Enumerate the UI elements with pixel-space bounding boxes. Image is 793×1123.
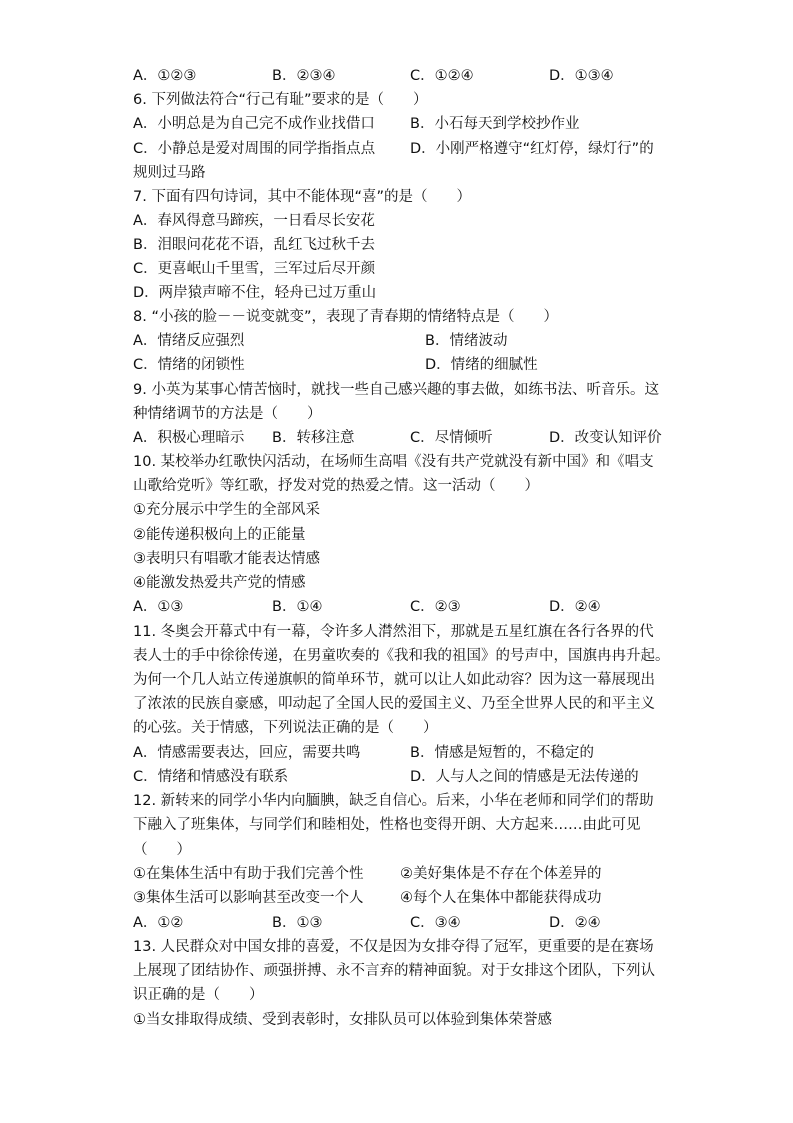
q6-option-d-continued: 规则过马路	[133, 165, 206, 181]
q6-option-c[interactable]: C．小静总是爱对周围的同学指指点点	[133, 141, 376, 157]
q7-option-b[interactable]: B．泪眼问花花不语，乱红飞过秋千去	[133, 237, 375, 253]
q12-statement-4: ④每个人在集体中都能获得成功	[400, 890, 602, 906]
q7-option-a[interactable]: A．春风得意马蹄疾，一日看尽长安花	[133, 213, 375, 229]
q10-stem-line2: 山歌给党听》等红歌，抒发对党的热爱之情。这一活动（ ）	[133, 478, 539, 494]
q12-option-d[interactable]: D．②④	[549, 915, 601, 931]
q10-stem-line1: 10. 某校举办红歌快闪活动，在场师生高唱《没有共产党就没有新中国》和《唱支	[133, 454, 654, 470]
q11-stem-line1: 11. 冬奥会开幕式中有一幕，令许多人潸然泪下，那就是五星红旗在各行各界的代	[133, 624, 654, 640]
q8-option-b[interactable]: B．情绪波动	[425, 333, 508, 349]
q10-option-d[interactable]: D．②④	[549, 599, 601, 615]
q13-stem-line1: 13. 人民群众对中国女排的喜爱，不仅是因为女排夺得了冠军，更重要的是在赛场	[133, 939, 654, 955]
q12-stem-line2: 下融入了班集体，与同学们和睦相处，性格也变得开朗、大方起来……由此可见	[133, 817, 641, 833]
q10-option-a[interactable]: A．①③	[133, 599, 184, 615]
q12-statement-2: ②美好集体是不存在个体差异的	[400, 866, 602, 882]
q10-option-b[interactable]: B．①④	[272, 599, 323, 615]
q12-option-a[interactable]: A．①②	[133, 915, 184, 931]
q11-stem-line4: 了浓浓的民族自豪感，叩动起了全国人民的爱国主义、乃至全世界人民的和平主义	[133, 696, 655, 712]
q8-stem: 8. “小孩的脸－－说变就变”，表现了青春期的情绪特点是（ ）	[133, 309, 558, 325]
q9-option-a[interactable]: A．积极心理暗示	[133, 430, 245, 446]
q5-option-a[interactable]: A．①②③	[133, 68, 197, 84]
q11-option-c[interactable]: C．情绪和情感没有联系	[133, 769, 289, 785]
q6-stem: 6. 下列做法符合“行己有耻”要求的是（ ）	[133, 92, 428, 108]
q12-statement-1: ①在集体生活中有助于我们完善个性	[133, 866, 364, 882]
q11-stem-line3: 为何一个几人站立传递旗帜的简单环节，就可以让人如此动容？因为这一幕展现出	[133, 672, 655, 688]
q8-option-d[interactable]: D．情绪的细腻性	[425, 357, 538, 373]
q12-stem-line1: 12. 新转来的同学小华内向腼腆，缺乏自信心。后来，小华在老师和同学们的帮助	[133, 793, 654, 809]
q13-stem-line2: 上展现了团结协作、顽强拼搏、永不言弃的精神面貌。对于女排这个团队，下列认	[133, 963, 655, 979]
q6-option-d[interactable]: D．小刚严格遵守“红灯停，绿灯行”的	[410, 141, 654, 157]
q11-option-a[interactable]: A．情感需要表达，回应，需要共鸣	[133, 745, 361, 761]
q11-stem-line5: 的心弦。关于情感，下列说法正确的是（ ）	[133, 720, 438, 736]
q10-statement-3: ③表明只有唱歌才能表达情感	[133, 551, 320, 567]
q12-statement-3: ③集体生活可以影响甚至改变一个人	[133, 890, 364, 906]
q5-option-b[interactable]: B．②③④	[272, 68, 336, 84]
q13-stem-line3: 识正确的是（ ）	[133, 987, 264, 1003]
q8-option-c[interactable]: C．情绪的闭锁性	[133, 357, 245, 373]
q11-option-b[interactable]: B．情感是短暂的，不稳定的	[410, 745, 594, 761]
q8-option-a[interactable]: A．情绪反应强烈	[133, 333, 245, 349]
q11-stem-line2: 表人士的手中徐徐传递，在男童吹奏的《我和我的祖国》的号声中，国旗冉冉升起。	[133, 648, 670, 664]
q5-option-d[interactable]: D．①③④	[549, 68, 614, 84]
q7-option-d[interactable]: D．两岸猿声啼不住，轻舟已过万重山	[133, 285, 377, 301]
q5-option-c[interactable]: C．①②④	[410, 68, 474, 84]
q11-option-d[interactable]: D．人与人之间的情感是无法传递的	[410, 769, 639, 785]
q6-option-b[interactable]: B．小石每天到学校抄作业	[410, 116, 580, 132]
q9-stem-line1: 9. 小英为某事心情苦恼时，就找一些自己感兴趣的事去做，如练书法、听音乐。这	[133, 382, 659, 398]
q9-option-c[interactable]: C．尽情倾听	[410, 430, 493, 446]
q9-option-d[interactable]: D．改变认知评价	[549, 430, 662, 446]
q7-stem: 7. 下面有四句诗词，其中不能体现“喜”的是（ ）	[133, 189, 471, 205]
q10-statement-4: ④能激发热爱共产党的情感	[133, 575, 306, 591]
q7-option-c[interactable]: C．更喜岷山千里雪，三军过后尽开颜	[133, 261, 376, 277]
q10-statement-2: ②能传递积极向上的正能量	[133, 527, 306, 543]
q12-option-b[interactable]: B．①③	[272, 915, 323, 931]
q10-statement-1: ①充分展示中学生的全部风采	[133, 502, 320, 518]
q6-option-a[interactable]: A．小明总是为自己完不成作业找借口	[133, 116, 375, 132]
q9-option-b[interactable]: B．转移注意	[272, 430, 355, 446]
q12-option-c[interactable]: C．③④	[410, 915, 461, 931]
q10-option-c[interactable]: C．②③	[410, 599, 461, 615]
q13-statement-1: ①当女排取得成绩、受到表彰时，女排队员可以体验到集体荣誉感	[133, 1012, 552, 1028]
q9-stem-line2: 种情绪调节的方法是（ ）	[133, 406, 322, 422]
q12-stem-line3: （ ）	[133, 842, 191, 858]
